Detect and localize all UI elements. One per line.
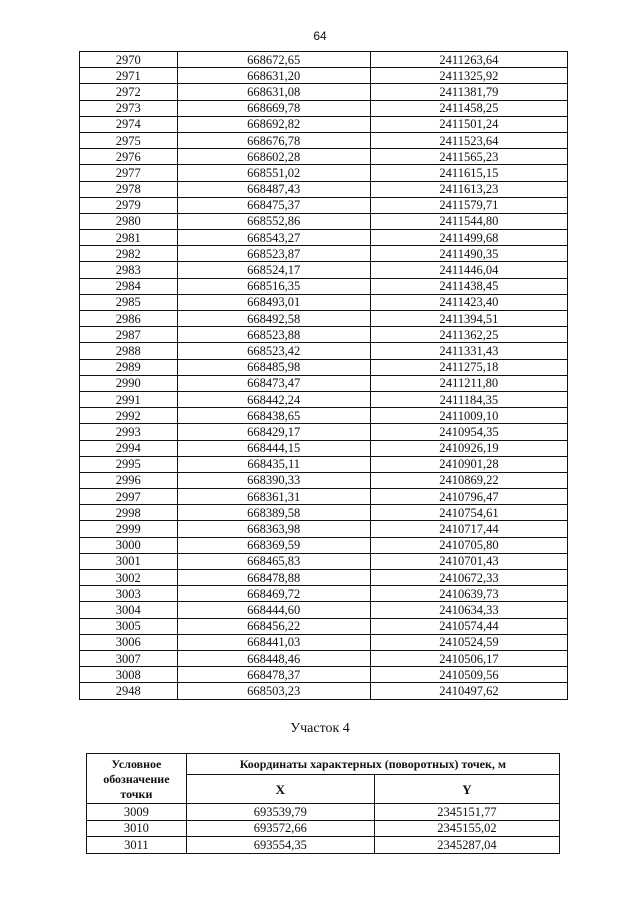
point-id-cell: 2980 [80,213,178,229]
point-id-cell: 2948 [80,683,178,699]
x-coordinate-cell: 693539,79 [186,804,374,821]
y-coordinate-cell: 2410524,59 [370,634,567,650]
point-id-cell: 2989 [80,359,178,375]
y-coordinate-cell: 2411009,10 [370,408,567,424]
x-coordinate-cell: 668676,78 [177,132,370,148]
point-id-cell: 3010 [87,820,187,837]
point-id-cell: 2976 [80,149,178,165]
y-coordinate-cell: 2410705,80 [370,537,567,553]
section-table-header [87,754,560,804]
point-id-cell: 2973 [80,100,178,116]
x-coordinate-cell: 668441,03 [177,634,370,650]
x-coordinate-cell: 668543,27 [177,230,370,246]
point-id-cell: 2982 [80,246,178,262]
point-id-cell: 2974 [80,116,178,132]
table-row [80,197,568,213]
y-coordinate-cell: 2411381,79 [370,84,567,100]
table-row [80,586,568,602]
table-row [80,213,568,229]
x-coordinate-cell: 668390,33 [177,472,370,488]
x-coordinate-cell: 668438,65 [177,408,370,424]
point-id-cell: 2990 [80,375,178,391]
x-coordinate-cell: 668435,11 [177,456,370,472]
x-coordinate-cell: 668602,28 [177,149,370,165]
table-row [80,505,568,521]
y-coordinate-cell: 2410509,56 [370,667,567,683]
y-coordinate-cell: 2411423,40 [370,294,567,310]
y-coordinate-cell: 2411458,25 [370,100,567,116]
x-coordinate-cell: 668465,83 [177,553,370,569]
coordinates-table-body [80,52,568,700]
table-row [87,804,560,821]
y-coordinate-cell: 2410506,17 [370,650,567,666]
point-id-cell: 2993 [80,424,178,440]
point-id-cell: 3008 [80,667,178,683]
point-id-cell: 2998 [80,505,178,521]
x-coordinate-cell: 668523,42 [177,343,370,359]
x-coordinate-cell: 668523,88 [177,327,370,343]
y-coordinate-cell: 2410634,33 [370,602,567,618]
section-title: Участок 4 [290,721,350,736]
y-coordinate-cell: 2411184,35 [370,391,567,407]
table-row [80,165,568,181]
table-row [80,440,568,456]
point-id-cell: 3003 [80,586,178,602]
point-id-cell: 2988 [80,343,178,359]
x-coordinate-cell: 668442,24 [177,391,370,407]
table-row [80,246,568,262]
table-row [80,634,568,650]
x-coordinate-cell: 668369,59 [177,537,370,553]
point-id-cell: 3005 [80,618,178,634]
x-coordinate-cell: 668669,78 [177,100,370,116]
x-coordinate-cell: 668516,35 [177,278,370,294]
y-coordinate-cell: 2411615,15 [370,165,567,181]
point-id-cell: 2975 [80,132,178,148]
y-coordinate-cell: 2410754,61 [370,505,567,521]
point-id-cell: 2979 [80,197,178,213]
y-coordinate-cell: 2410869,22 [370,472,567,488]
x-coordinate-cell: 668448,46 [177,650,370,666]
x-coordinate-cell: 668692,82 [177,116,370,132]
table-row [80,343,568,359]
point-id-cell: 2972 [80,84,178,100]
table-row [80,570,568,586]
y-coordinate-cell: 2411362,25 [370,327,567,343]
y-coordinate-cell: 2411523,64 [370,132,567,148]
table-row [80,132,568,148]
table-row [80,489,568,505]
table-row [80,181,568,197]
table-row [80,230,568,246]
y-coordinate-cell: 2411613,23 [370,181,567,197]
x-coordinate-cell: 668524,17 [177,262,370,278]
y-coordinate-cell: 2410796,47 [370,489,567,505]
x-coordinate-cell: 668444,60 [177,602,370,618]
point-id-cell: 2986 [80,311,178,327]
y-coordinate-cell: 2410574,44 [370,618,567,634]
point-id-cell: 2996 [80,472,178,488]
header-y: Y [374,775,559,804]
y-coordinate-cell: 2411394,51 [370,311,567,327]
point-id-cell: 3001 [80,553,178,569]
header-x: X [186,775,374,804]
page-number: 64 [313,29,327,43]
y-coordinate-cell: 2410701,43 [370,553,567,569]
x-coordinate-cell: 668363,98 [177,521,370,537]
y-coordinate-cell: 2411438,45 [370,278,567,294]
table-row [80,553,568,569]
y-coordinate-cell: 2411501,24 [370,116,567,132]
x-coordinate-cell: 668672,65 [177,52,370,68]
table-row [80,472,568,488]
table-row [80,408,568,424]
x-coordinate-cell: 668552,86 [177,213,370,229]
table-row [80,100,568,116]
table-row [80,375,568,391]
point-id-cell: 2985 [80,294,178,310]
x-coordinate-cell: 668478,88 [177,570,370,586]
x-coordinate-cell: 668523,87 [177,246,370,262]
point-id-cell: 2978 [80,181,178,197]
x-coordinate-cell: 668389,58 [177,505,370,521]
y-coordinate-cell: 2411211,80 [370,375,567,391]
x-coordinate-cell: 668361,31 [177,489,370,505]
point-id-cell: 3006 [80,634,178,650]
table-row [80,683,568,699]
table-row [80,391,568,407]
x-coordinate-cell: 668475,37 [177,197,370,213]
table-row [80,262,568,278]
table-row [80,521,568,537]
y-coordinate-cell: 2410901,28 [370,456,567,472]
point-id-cell: 2983 [80,262,178,278]
table-row [80,602,568,618]
table-row [80,359,568,375]
table-row [80,424,568,440]
point-id-cell: 2987 [80,327,178,343]
table-row [80,52,568,68]
y-coordinate-cell: 2345287,04 [374,837,559,854]
point-id-cell: 3002 [80,570,178,586]
y-coordinate-cell: 2411275,18 [370,359,567,375]
table-row [80,650,568,666]
table-row [80,667,568,683]
y-coordinate-cell: 2410672,33 [370,570,567,586]
y-coordinate-cell: 2345151,77 [374,804,559,821]
section-coordinates-table [86,753,560,854]
header-point-designation: Условное обозначение точки [87,754,187,804]
x-coordinate-cell: 668503,23 [177,683,370,699]
x-coordinate-cell: 668492,58 [177,311,370,327]
y-coordinate-cell: 2411263,64 [370,52,567,68]
x-coordinate-cell: 693554,35 [186,837,374,854]
table-row [80,116,568,132]
y-coordinate-cell: 2411490,35 [370,246,567,262]
x-coordinate-cell: 668478,37 [177,667,370,683]
table-row [80,618,568,634]
point-id-cell: 2999 [80,521,178,537]
point-id-cell: 2971 [80,68,178,84]
point-id-cell: 2970 [80,52,178,68]
table-row [80,68,568,84]
point-id-cell: 2981 [80,230,178,246]
table-row [80,149,568,165]
table-row [80,327,568,343]
table-row [80,456,568,472]
point-id-cell: 2984 [80,278,178,294]
table-row [80,311,568,327]
x-coordinate-cell: 668487,43 [177,181,370,197]
x-coordinate-cell: 693572,66 [186,820,374,837]
point-id-cell: 2997 [80,489,178,505]
y-coordinate-cell: 2410954,35 [370,424,567,440]
x-coordinate-cell: 668551,02 [177,165,370,181]
x-coordinate-cell: 668444,15 [177,440,370,456]
x-coordinate-cell: 668493,01 [177,294,370,310]
x-coordinate-cell: 668429,17 [177,424,370,440]
y-coordinate-cell: 2410926,19 [370,440,567,456]
point-id-cell: 2994 [80,440,178,456]
y-coordinate-cell: 2410639,73 [370,586,567,602]
table-row [87,820,560,837]
x-coordinate-cell: 668485,98 [177,359,370,375]
point-id-cell: 2977 [80,165,178,181]
point-id-cell: 3009 [87,804,187,821]
y-coordinate-cell: 2410497,62 [370,683,567,699]
point-id-cell: 3011 [87,837,187,854]
x-coordinate-cell: 668469,72 [177,586,370,602]
y-coordinate-cell: 2411579,71 [370,197,567,213]
x-coordinate-cell: 668473,47 [177,375,370,391]
y-coordinate-cell: 2411446,04 [370,262,567,278]
y-coordinate-cell: 2411544,80 [370,213,567,229]
y-coordinate-cell: 2411325,92 [370,68,567,84]
y-coordinate-cell: 2410717,44 [370,521,567,537]
point-id-cell: 2995 [80,456,178,472]
point-id-cell: 2992 [80,408,178,424]
y-coordinate-cell: 2411331,43 [370,343,567,359]
table-row [80,294,568,310]
x-coordinate-cell: 668631,08 [177,84,370,100]
point-id-cell: 2991 [80,391,178,407]
section-table-body [87,804,560,854]
header-coordinates: Координаты характерных (поворотных) точек, м [186,754,559,775]
point-id-cell: 3004 [80,602,178,618]
table-row [80,537,568,553]
table-row [87,837,560,854]
coordinates-table [79,51,568,700]
x-coordinate-cell: 668456,22 [177,618,370,634]
y-coordinate-cell: 2411499,68 [370,230,567,246]
point-id-cell: 3007 [80,650,178,666]
table-row [80,278,568,294]
point-id-cell: 3000 [80,537,178,553]
x-coordinate-cell: 668631,20 [177,68,370,84]
y-coordinate-cell: 2345155,02 [374,820,559,837]
table-row [80,84,568,100]
y-coordinate-cell: 2411565,23 [370,149,567,165]
